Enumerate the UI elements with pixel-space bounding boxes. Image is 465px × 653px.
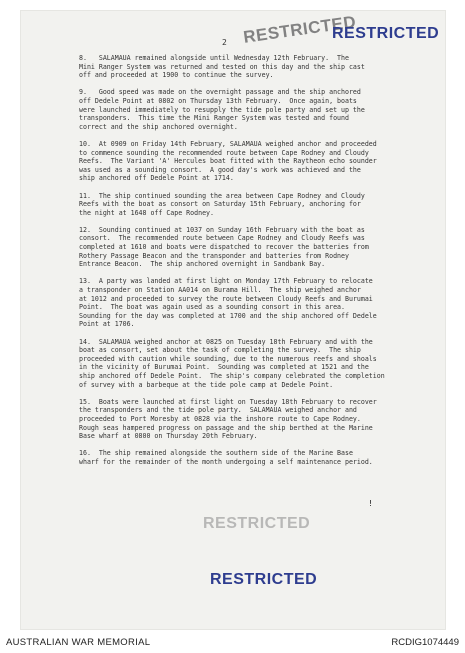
paragraph-13: 13. A party was landed at first light on Monday 17th February to relocate a transponder on Station AA014 on Burama Hill. The ship weighed anchor at 1012 and proceeded to survey the route between Cloudy Reefs and Burumai Point. The boat was again used as a sounding consort in this area. Sounding for the day was completed at 1700 and the ship anchored off Dedele Point at 1706. [79, 277, 377, 329]
page-number: 2 [222, 38, 227, 47]
paragraph-15: 15. Boats were launched at first light on Tuesday 18th February to recover the transponders and the tide pole party. SALAMAUA weighed anchor and proceeded to Port Moresby at 0828 via the inshore route to Cape Rodney. Rough seas hampered progress on passage and the ship berthed at the Marine Base wharf at 0800 on Thursday 20th February. [79, 397, 377, 441]
paragraph-14: 14. SALAMAUA weighed anchor at 0825 on Tuesday 18th February and with the boat as consort, set about the task of completing the survey. The ship proceeded with caution while sounding, due to the numerous reefs and shoals in the vicinity of Burumai Point. Sounding was completed at 1521 and the ship anchored off Dedele Point. The ship's company celebrated the completion of survey with a barbeque at the tide pole camp at Dedele Point. [79, 337, 385, 389]
restricted-stamp-top: RESTRICTED [332, 25, 440, 42]
paragraph-9: 9. Good speed was made on the overnight passage and the ship anchored off Dedele Point at 0802 on Thursday 13th February. Once again, boats were launched immediately to resupply the tide pole party and set up the transponders. This time the Mini Ranger System was tested and found correct and the ship anchored overnight. [79, 88, 365, 131]
paragraph-12: 12. Sounding continued at 1037 on Sunday 16th February with the boat as consort. The recommended route between Cape Rodney and Cloudy Reefs was completed at 1610 and boats were dispatched to recover the batteries from Rothery Passage Beacon and the transponder and batteries from Rodney Entrance Beacon. The ship anchored overnight in Sandbank Bay. [79, 225, 369, 269]
footer-source: AUSTRALIAN WAR MEMORIAL [6, 637, 151, 648]
paragraph-10: 10. At 0909 on Friday 14th February, SALAMAUA weighed anchor and proceeded to commence sounding the recommended route between Cape Rodney and Cloudy Reefs. The Variant 'A' Hercules boat fitted with the Raytheon echo sounder was used as a sounding consort. A good day's work was achieved and the ship anchored off Dedele Point at 1714. [79, 139, 377, 183]
report-body [79, 54, 405, 475]
restricted-stamp-faint-middle: RESTRICTED [203, 515, 311, 532]
restricted-stamp-bottom: RESTRICTED [210, 571, 318, 588]
margin-mark: ! [368, 499, 373, 508]
paragraph-11: 11. The ship continued sounding the area between Cape Rodney and Cloudy Reefs with the boat as consort on Saturday 15th February, anchoring for the night at 1648 off Cape Rodney. [79, 191, 365, 217]
restricted-stamp-faint-top: RESTRICTED [242, 12, 358, 47]
footer-reference: RCDIG1074449 [391, 637, 459, 648]
paragraph-16: 16. The ship remained alongside the southern side of the Marine Base wharf for the remainder of the month undergoing a self maintenance period. [79, 449, 373, 466]
paragraph-8: 8. SALAMAUA remained alongside until Wednesday 12th February. The Mini Ranger System was returned and tested on this day and the ship cast off and proceeded at 1900 to continue the survey. [79, 54, 365, 80]
footer-bar [0, 633, 465, 653]
